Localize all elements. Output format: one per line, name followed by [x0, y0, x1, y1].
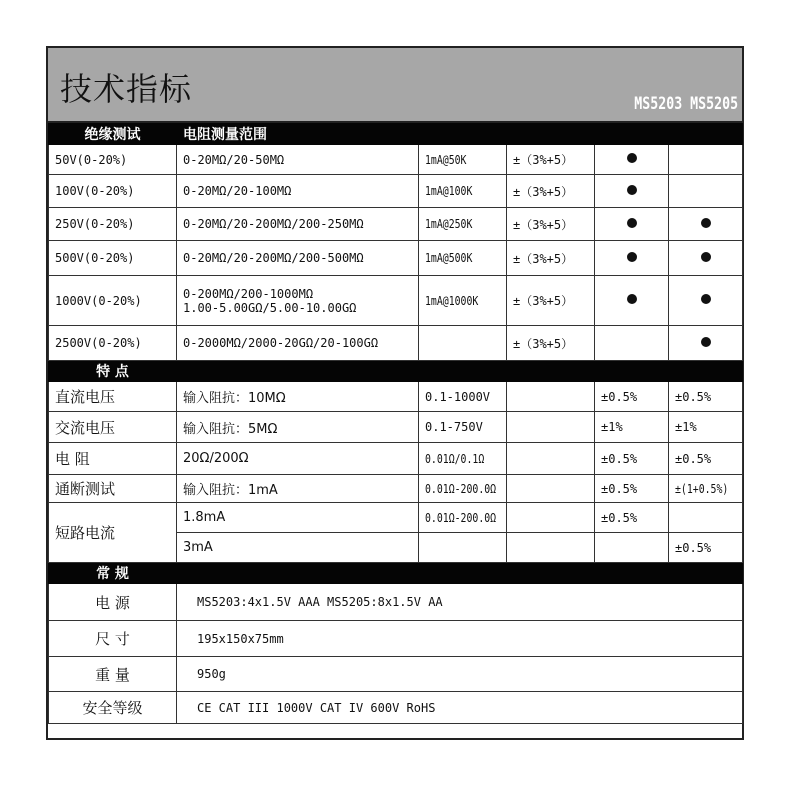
insulation-current: 1mA@250K [425, 217, 473, 231]
insulation-current: 1mA@100K [425, 184, 473, 198]
table-row [49, 443, 743, 475]
feature-desc: 20Ω/200Ω [177, 443, 419, 475]
table-row [49, 241, 743, 276]
general-value: CE CAT III 1000V CAT IV 600V RoHS [177, 692, 743, 724]
feature-accuracy-ms5205: ±0.5% [669, 382, 743, 412]
feature-range: 0.01Ω/0.1Ω [425, 451, 485, 466]
supported-dot-icon [627, 218, 637, 228]
table-row [49, 145, 743, 175]
feature-accuracy-ms5203: ±0.5% [595, 382, 669, 412]
page-title: 技术指标 [60, 70, 193, 108]
insulation-voltage: 1000V(0-20%) [49, 276, 177, 326]
title-bar [48, 48, 742, 123]
table-row [49, 584, 743, 621]
feature-name: 电 阻 [49, 443, 177, 475]
supported-dot-icon [627, 153, 637, 163]
feature-desc: 1.8mA [177, 503, 419, 533]
insulation-range-line: 1.00-5.00GΩ/5.00-10.00GΩ [183, 300, 357, 315]
feature-accuracy-ms5205: ±1% [669, 412, 743, 443]
supported-dot-icon [627, 185, 637, 195]
table-row [49, 621, 743, 657]
feature-accuracy-ms5203 [595, 533, 669, 563]
insulation-voltage: 50V(0-20%) [49, 145, 177, 175]
feature-range: 0.01Ω-200.0Ω [425, 510, 497, 525]
feature-accuracy-ms5203: ±0.5% [595, 503, 669, 533]
spec-sheet [46, 46, 744, 740]
insulation-accuracy: ±（3%+5） [507, 145, 595, 175]
insulation-current: 1mA@50K [425, 152, 467, 167]
table-row [49, 382, 743, 412]
table-row [49, 657, 743, 692]
feature-desc: 3mA [177, 533, 419, 563]
insulation-range-header: 电阻测量范围 [177, 124, 419, 145]
general-name: 安全等级 [49, 692, 177, 724]
insulation-range: 0-2000MΩ/2000-20GΩ/20-100GΩ [177, 326, 419, 361]
insulation-voltage: 500V(0-20%) [49, 241, 177, 276]
feature-range: 0.1-1000V [419, 382, 507, 412]
section-general-header [49, 563, 743, 584]
spec-table [48, 123, 743, 724]
supported-dot-icon [627, 294, 637, 304]
general-value: MS5203:4x1.5V AAA MS5205:8x1.5V AA [177, 584, 743, 621]
insulation-accuracy: ±（3%+5） [507, 241, 595, 276]
insulation-header-label: 绝缘测试 [49, 124, 177, 145]
feature-accuracy-ms5203: ±0.5% [595, 475, 669, 503]
feature-accuracy-ms5205: ±(1+0.5%) [675, 481, 729, 496]
feature-range: 0.01Ω-200.0Ω [425, 481, 497, 496]
supported-dot-icon [701, 294, 711, 304]
insulation-range: 0-20MΩ/20-50MΩ [177, 145, 419, 175]
insulation-range: 0-20MΩ/20-200MΩ/200-500MΩ [177, 241, 419, 276]
feature-accuracy-ms5205: ±0.5% [669, 533, 743, 563]
table-row [49, 326, 743, 361]
feature-accuracy-ms5203: ±0.5% [595, 443, 669, 475]
insulation-voltage: 2500V(0-20%) [49, 326, 177, 361]
insulation-accuracy: ±（3%+5） [507, 276, 595, 326]
feature-name: 短路电流 [49, 503, 177, 563]
supported-dot-icon [627, 252, 637, 262]
insulation-range [177, 276, 419, 326]
feature-name: 交流电压 [49, 412, 177, 443]
general-name: 重 量 [49, 657, 177, 692]
insulation-range-line: 0-200MΩ/200-1000MΩ [183, 286, 314, 301]
insulation-range: 0-20MΩ/20-100MΩ [177, 175, 419, 208]
table-row [49, 175, 743, 208]
models-label: MS5203 MS5205 [634, 94, 738, 114]
table-row [49, 412, 743, 443]
general-name: 尺 寸 [49, 621, 177, 657]
feature-desc: 输入阻抗：1mA [177, 475, 419, 503]
insulation-current: 1mA@500K [425, 251, 473, 265]
table-row [49, 503, 743, 533]
feature-range [419, 533, 507, 563]
supported-dot-icon [701, 218, 711, 228]
feature-name: 直流电压 [49, 382, 177, 412]
insulation-voltage: 100V(0-20%) [49, 175, 177, 208]
general-name: 电 源 [49, 584, 177, 621]
features-header-label: 特 点 [49, 361, 177, 382]
table-row [49, 692, 743, 724]
section-features-header [49, 361, 743, 382]
supported-dot-icon [701, 252, 711, 262]
supported-dot-icon [701, 337, 711, 347]
feature-accuracy-ms5203: ±1% [595, 412, 669, 443]
feature-desc: 输入阻抗：5MΩ [177, 412, 419, 443]
insulation-accuracy: ±（3%+5） [507, 208, 595, 241]
feature-name: 通断测试 [49, 475, 177, 503]
general-header-label: 常 规 [49, 563, 177, 584]
section-insulation-header [49, 124, 743, 145]
feature-accuracy-ms5205 [669, 503, 743, 533]
table-row [49, 208, 743, 241]
table-row [49, 276, 743, 326]
feature-range: 0.1-750V [419, 412, 507, 443]
insulation-voltage: 250V(0-20%) [49, 208, 177, 241]
insulation-range: 0-20MΩ/20-200MΩ/200-250MΩ [177, 208, 419, 241]
insulation-accuracy: ±（3%+5） [507, 175, 595, 208]
general-value: 950g [177, 657, 743, 692]
general-value: 195x150x75mm [177, 621, 743, 657]
insulation-accuracy: ±（3%+5） [507, 326, 595, 361]
feature-accuracy-ms5205: ±0.5% [669, 443, 743, 475]
table-row [49, 475, 743, 503]
feature-desc: 输入阻抗：10MΩ [177, 382, 419, 412]
insulation-current: 1mA@1000K [425, 293, 479, 308]
